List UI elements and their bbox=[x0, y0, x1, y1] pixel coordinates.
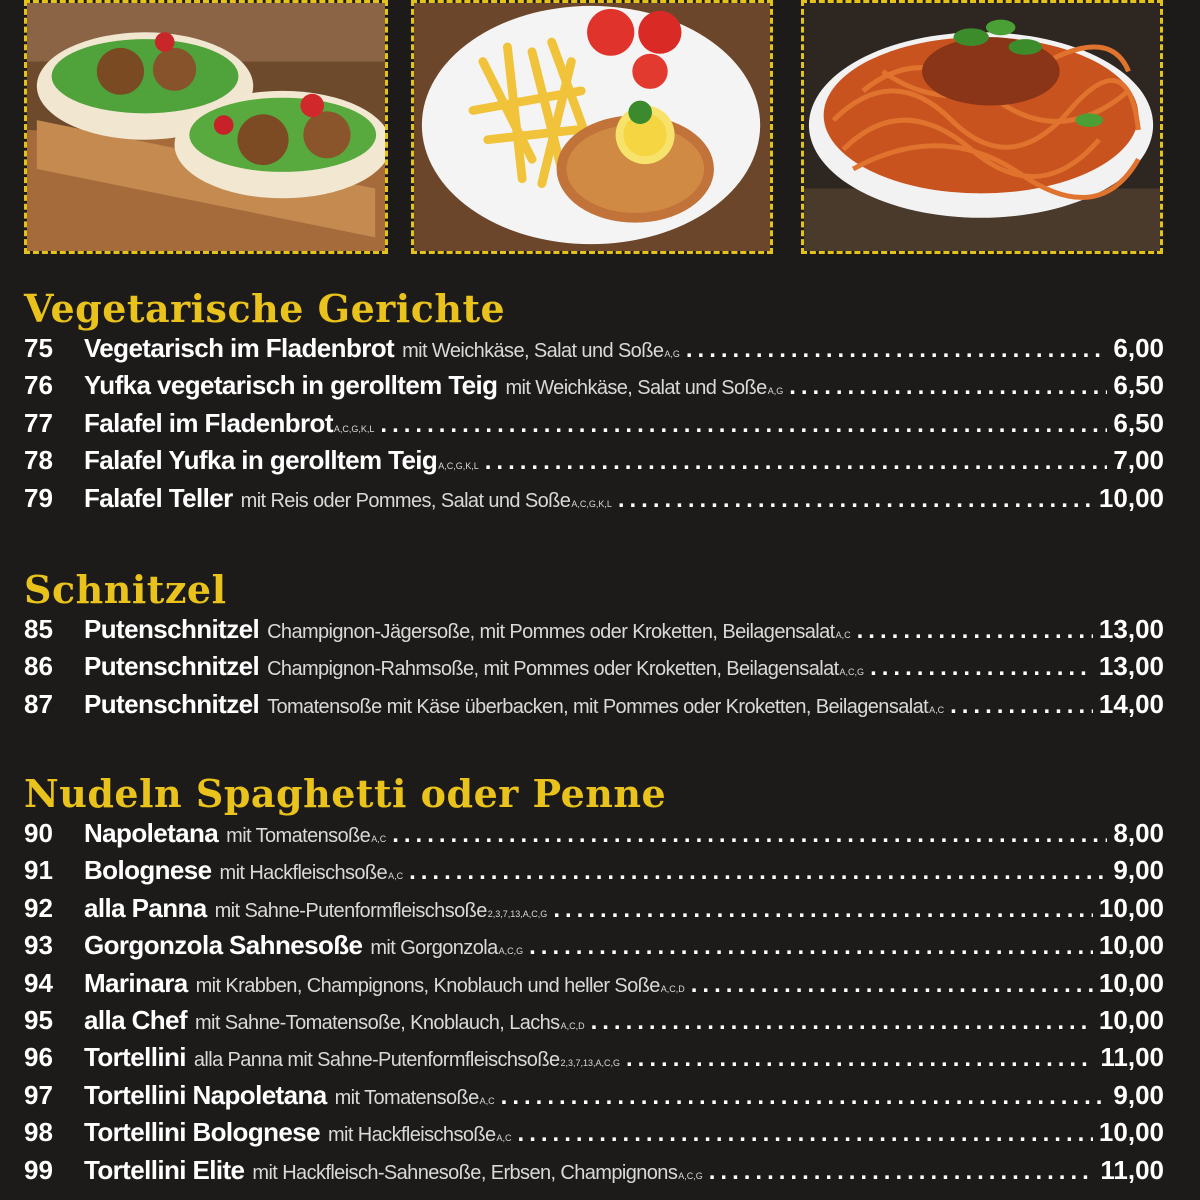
dot-leader bbox=[518, 1120, 1093, 1148]
item-price: 6,50 bbox=[1113, 370, 1164, 401]
item-name: Tortellini bbox=[84, 1042, 186, 1073]
item-price: 10,00 bbox=[1098, 482, 1164, 513]
menu-item bbox=[24, 408, 1164, 445]
item-name: Napoletana bbox=[84, 818, 219, 848]
allergen-codes: 2,3,7,13,A,C,G bbox=[487, 908, 548, 919]
item-price: 8,00 bbox=[1113, 818, 1164, 848]
allergen-codes: A,G bbox=[664, 349, 680, 359]
item-number: 75 bbox=[24, 333, 53, 363]
item-number: 95 bbox=[24, 1004, 53, 1035]
item-description: mit Sahne-Tomatensoße, Knoblauch, Lachs bbox=[194, 1011, 560, 1034]
item-price: 10,00 bbox=[1098, 1117, 1164, 1148]
item-number: 90 bbox=[24, 818, 53, 848]
dot-leader bbox=[485, 448, 1108, 476]
allergen-codes: A,C,G,K,L bbox=[333, 423, 375, 434]
dot-leader bbox=[380, 411, 1107, 439]
dot-leader bbox=[709, 1158, 1095, 1186]
menu-item bbox=[24, 689, 1164, 726]
item-price: 9,00 bbox=[1113, 855, 1164, 886]
item-number: 91 bbox=[24, 855, 53, 886]
allergen-codes: A,G bbox=[767, 386, 784, 397]
item-name: alla Chef bbox=[84, 1004, 187, 1035]
item-name: Tortellini Bolognese bbox=[84, 1117, 320, 1148]
item-price: 13,00 bbox=[1098, 651, 1164, 682]
item-name: Tortellini Napoletana bbox=[84, 1079, 327, 1110]
item-number: 79 bbox=[24, 482, 53, 513]
item-name: Falafel Teller bbox=[84, 482, 233, 513]
dot-leader bbox=[870, 654, 1093, 682]
allergen-codes: A,C bbox=[388, 871, 404, 882]
allergen-codes: A,C bbox=[371, 834, 387, 844]
menu-item bbox=[24, 483, 1164, 520]
allergen-codes: A,C bbox=[479, 1095, 495, 1106]
spaghetti-bolognese-photo bbox=[801, 0, 1163, 254]
menu-list bbox=[24, 614, 1164, 726]
photo-strip bbox=[0, 0, 1200, 262]
item-description: Champignon-Rahmsoße, mit Pommes oder Kroketten, Beilagensalat bbox=[267, 658, 839, 681]
item-description: mit Gorgonzola bbox=[370, 937, 498, 960]
dot-leader bbox=[409, 858, 1107, 886]
item-price: 13,00 bbox=[1098, 614, 1164, 644]
item-description: mit Weichkäse, Salat und Soße bbox=[505, 377, 767, 400]
menu-item bbox=[24, 893, 1164, 930]
section-vegetarische-gerichte bbox=[24, 285, 1164, 520]
item-number: 94 bbox=[24, 967, 53, 998]
item-description: mit Tomatensoße bbox=[226, 825, 371, 847]
allergen-codes: A,C,G,K,L bbox=[571, 498, 612, 509]
menu-item bbox=[24, 370, 1164, 407]
item-description: alla Panna mit Sahne-Putenformfleischsoße bbox=[193, 1049, 560, 1072]
item-description: mit Tomatensoße bbox=[334, 1086, 479, 1109]
dot-leader bbox=[618, 486, 1093, 514]
allergen-codes: A,C bbox=[929, 704, 945, 715]
menu-item bbox=[24, 1005, 1164, 1042]
allergen-codes: A,C,G bbox=[839, 667, 865, 678]
item-description: mit Weichkäse, Salat und Soße bbox=[402, 340, 664, 362]
item-price: 6,50 bbox=[1113, 407, 1164, 438]
dot-leader bbox=[789, 373, 1107, 401]
allergen-codes: A,C bbox=[835, 630, 851, 640]
item-description: mit Krabben, Champignons, Knoblauch und heller Soße bbox=[195, 974, 660, 997]
dot-leader bbox=[529, 933, 1093, 961]
dot-leader bbox=[591, 1008, 1093, 1036]
dot-leader bbox=[501, 1083, 1108, 1111]
menu-list bbox=[24, 818, 1164, 1192]
section-title: Schnitzel bbox=[24, 567, 227, 612]
item-price: 14,00 bbox=[1098, 688, 1164, 719]
item-price: 7,00 bbox=[1113, 445, 1164, 476]
allergen-codes: A,C,D bbox=[560, 1020, 585, 1031]
dot-leader bbox=[626, 1045, 1094, 1073]
allergen-codes: A,C,G bbox=[498, 946, 524, 957]
item-number: 86 bbox=[24, 651, 53, 682]
item-price: 11,00 bbox=[1100, 1042, 1164, 1073]
section-title: Nudeln Spaghetti oder Penne bbox=[24, 771, 667, 816]
menu-list bbox=[24, 333, 1164, 520]
dot-leader bbox=[691, 971, 1093, 999]
falafel-wrap-photo bbox=[24, 0, 388, 254]
dot-leader bbox=[950, 692, 1093, 720]
allergen-codes: 2,3,7,13,A,C,G bbox=[560, 1058, 621, 1069]
menu-item bbox=[24, 614, 1164, 651]
item-name: alla Panna bbox=[84, 892, 207, 923]
item-description: mit Hackfleisch-Sahnesoße, Erbsen, Champignons bbox=[252, 1161, 678, 1184]
item-name: Marinara bbox=[84, 967, 188, 998]
item-description: Tomatensoße mit Käse überbacken, mit Pommes oder Kroketten, Beilagensalat bbox=[267, 695, 929, 718]
item-name: Bolognese bbox=[84, 855, 212, 886]
menu-item bbox=[24, 855, 1164, 892]
item-description: mit Hackfleischsoße bbox=[219, 862, 388, 885]
item-price: 10,00 bbox=[1098, 930, 1164, 961]
menu-item bbox=[24, 1042, 1164, 1079]
item-description: mit Sahne-Putenformfleischsoße bbox=[214, 899, 487, 922]
item-number: 76 bbox=[24, 370, 53, 401]
item-name: Falafel im Fladenbrot bbox=[84, 407, 333, 438]
section-nudeln bbox=[24, 770, 1164, 1192]
item-number: 92 bbox=[24, 892, 53, 923]
item-number: 98 bbox=[24, 1117, 53, 1148]
item-name: Vegetarisch im Fladenbrot bbox=[84, 333, 395, 363]
menu-item bbox=[24, 333, 1164, 370]
menu-item bbox=[24, 651, 1164, 688]
item-price: 10,00 bbox=[1098, 892, 1164, 923]
dot-leader bbox=[553, 896, 1093, 924]
item-number: 87 bbox=[24, 688, 53, 719]
item-number: 77 bbox=[24, 407, 53, 438]
item-number: 93 bbox=[24, 930, 53, 961]
item-name: Gorgonzola Sahnesoße bbox=[84, 930, 363, 961]
menu-item bbox=[24, 1080, 1164, 1117]
item-number: 96 bbox=[24, 1042, 53, 1073]
item-price: 10,00 bbox=[1098, 967, 1164, 998]
menu-item bbox=[24, 445, 1164, 482]
item-name: Putenschnitzel bbox=[84, 688, 260, 719]
item-name: Putenschnitzel bbox=[84, 651, 260, 682]
item-name: Falafel Yufka in gerolltem Teig bbox=[84, 445, 438, 476]
item-description: Champignon-Jägersoße, mit Pommes oder Kroketten, Beilagensalat bbox=[267, 621, 835, 643]
item-name: Yufka vegetarisch in gerolltem Teig bbox=[84, 370, 498, 401]
item-number: 97 bbox=[24, 1079, 53, 1110]
item-number: 78 bbox=[24, 445, 53, 476]
item-number: 99 bbox=[24, 1154, 53, 1185]
item-price: 6,00 bbox=[1113, 333, 1164, 363]
item-price: 10,00 bbox=[1098, 1004, 1164, 1035]
allergen-codes: A,C bbox=[496, 1133, 512, 1144]
allergen-codes: A,C,G,K,L bbox=[438, 461, 479, 472]
item-price: 11,00 bbox=[1100, 1154, 1164, 1185]
dot-leader bbox=[686, 336, 1108, 364]
allergen-codes: A,C,G bbox=[678, 1170, 703, 1181]
allergen-codes: A,C,D bbox=[660, 983, 685, 994]
dot-leader bbox=[392, 821, 1107, 849]
item-name: Putenschnitzel bbox=[84, 614, 260, 644]
menu-item bbox=[24, 930, 1164, 967]
menu-item bbox=[24, 818, 1164, 855]
dot-leader bbox=[857, 617, 1093, 645]
item-number: 85 bbox=[24, 614, 53, 644]
item-description: mit Hackfleischsoße bbox=[327, 1124, 496, 1147]
item-name: Tortellini Elite bbox=[84, 1154, 245, 1185]
menu-item bbox=[24, 1155, 1164, 1192]
menu-item bbox=[24, 1117, 1164, 1154]
section-title: Vegetarische Gerichte bbox=[24, 286, 506, 331]
section-schnitzel bbox=[24, 566, 1164, 726]
menu-item bbox=[24, 968, 1164, 1005]
schnitzel-fries-photo bbox=[411, 0, 773, 254]
item-description: mit Reis oder Pommes, Salat und Soße bbox=[240, 489, 571, 512]
item-price: 9,00 bbox=[1113, 1079, 1164, 1110]
